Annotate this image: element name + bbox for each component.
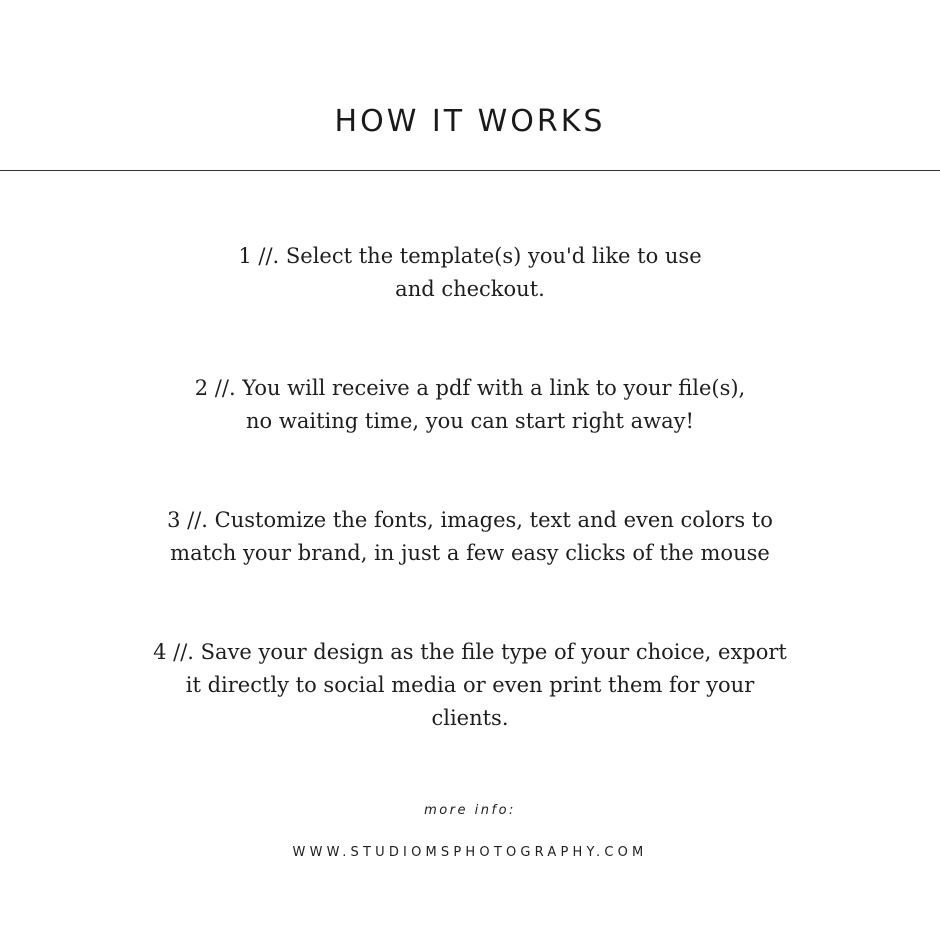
- page-title: HOW IT WORKS: [334, 104, 606, 139]
- title-divider: [0, 170, 940, 171]
- step-2: [0, 372, 940, 438]
- step-1: [0, 240, 940, 306]
- website-link[interactable]: WWW.STUDIOMSPHOTOGRAPHY.COM: [292, 845, 648, 860]
- step-2-line-2: no waiting time, you can start right away!: [246, 409, 694, 433]
- step-4: [0, 636, 940, 735]
- step-3: [0, 504, 940, 570]
- step-4-line-1: 4 //. Save your design as the file type of your choice, export: [153, 640, 787, 664]
- step-4-line-3: clients.: [431, 706, 509, 730]
- more-info-label: more info:: [424, 803, 516, 818]
- step-2-line-1: 2 //. You will receive a pdf with a link to your file(s),: [194, 376, 746, 400]
- step-3-line-1: 3 //. Customize the fonts, images, text and even colors to: [167, 508, 773, 532]
- step-1-line-2: and checkout.: [395, 277, 545, 301]
- step-1-line-1: 1 //. Select the template(s) you'd like to use: [238, 244, 702, 268]
- step-4-line-2: it directly to social media or even print them for your: [185, 673, 755, 697]
- step-3-line-2: match your brand, in just a few easy clicks of the mouse: [170, 541, 770, 565]
